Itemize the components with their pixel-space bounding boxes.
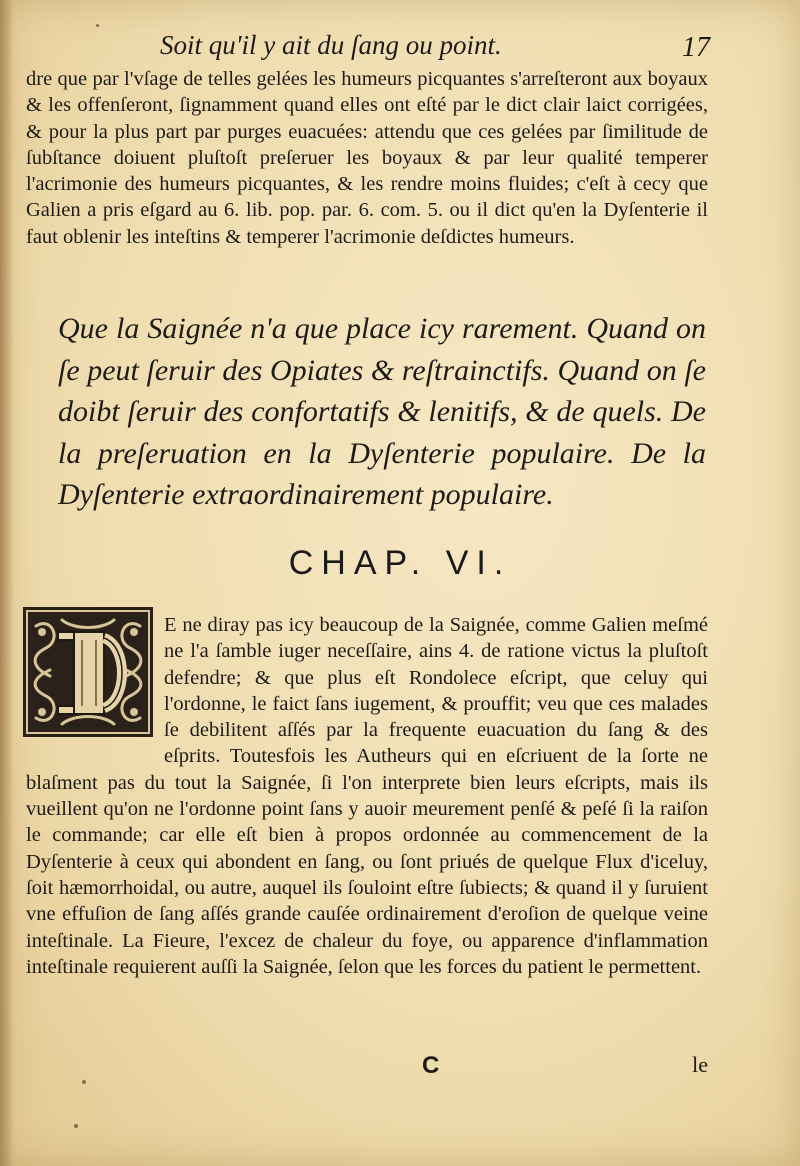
page-footer — [26, 1046, 708, 1086]
catchword: le — [692, 1052, 708, 1077]
ink-speck — [82, 1080, 86, 1084]
page-gutter — [0, 0, 14, 1166]
running-head — [160, 30, 710, 66]
running-title: Soit qu'il y ait du ſang ou point. — [160, 30, 502, 60]
chapter-body-text: E ne diray pas icy beaucoup de la Saignée, comme Galien meſmé ne l'a ſamble iuger neceſſaire, ains 4. de ratione victus la pluſtoſt defendre; & que plus eſt Rondolece eſcript, que celuy qui l'ordonne, le faict ſans iugement, & prouffit; veu que ces malades ſe debilitent aſſés par la frequente euacuation du ſang & des eſprits. Toutesfois les Autheurs qui en eſcriuent de la ſorte ne blaſment pas du tout la Saignée, ſi l'on interprete bien leurs eſcripts, mais ils vueillent qu'on ne l'ordonne point ſans y auoir meurement penſé & peſé ſi la raiſon le commande; car elle eſt bien à propos ordonnée au commencement de la Dyſenterie à ceux qui abondent en ſang, ou ſont priués de quelque Flux d'iceluy, ſoit hæmorrhoidal, ou autre, auquel ils ſouloint eſtre ſubiects; & quand il y ſuruient vne effuſion de ſang aſſés grande cauſée ordinairement d'eroſion de quelque veine inteſtinale. La Fieure, l'excez de chaleur du foye, ou apparence d'inflammation inteſtinale requierent auſſi la Saignée, ſelon que les forces du patient le permettent. — [26, 614, 708, 978]
ink-speck — [74, 1124, 78, 1128]
ink-speck — [96, 24, 99, 27]
chapter-body — [26, 612, 708, 980]
page-number: 17 — [682, 32, 710, 63]
signature-mark: C — [422, 1052, 440, 1079]
chapter-heading: CHAP. VI. — [288, 544, 512, 582]
chapter-summary: Que la Saignée n'a que place icy rarement. Quand on ſe peut ſeruir des Opiates & reſtrainctifs. Quand on ſe doibt ſeruir des confortatifs & lenitifs, & de quels. De la preſeruation en la Dyſenterie populaire. De la Dyſenterie extraordinairement populaire. — [58, 312, 706, 511]
initial-spacer — [26, 612, 164, 744]
continued-paragraph: dre que par l'vſage de telles gelées les humeurs picquantes s'arreſteront aux boyaux & les offenſeront, ſignamment quand elles ont eſté par le dict clair laict corrigées, & pour la plus part par purges euacuées: attendu que ces gelées par ſimilitude de ſubſtance doiuent pluſtoſt preſeruer les boyaux & par leur qualité temperer l'acrimonie des humeurs picquantes, & les rendre moins fluides; c'eſt à cecy que Galien a pris eſgard au 6. lib. pop. par. 6. com. 5. ou il dict qu'en la Dyſenterie il faut oblenir les inteſtins & temperer l'acrimonie deſdictes humeurs. — [26, 68, 708, 248]
